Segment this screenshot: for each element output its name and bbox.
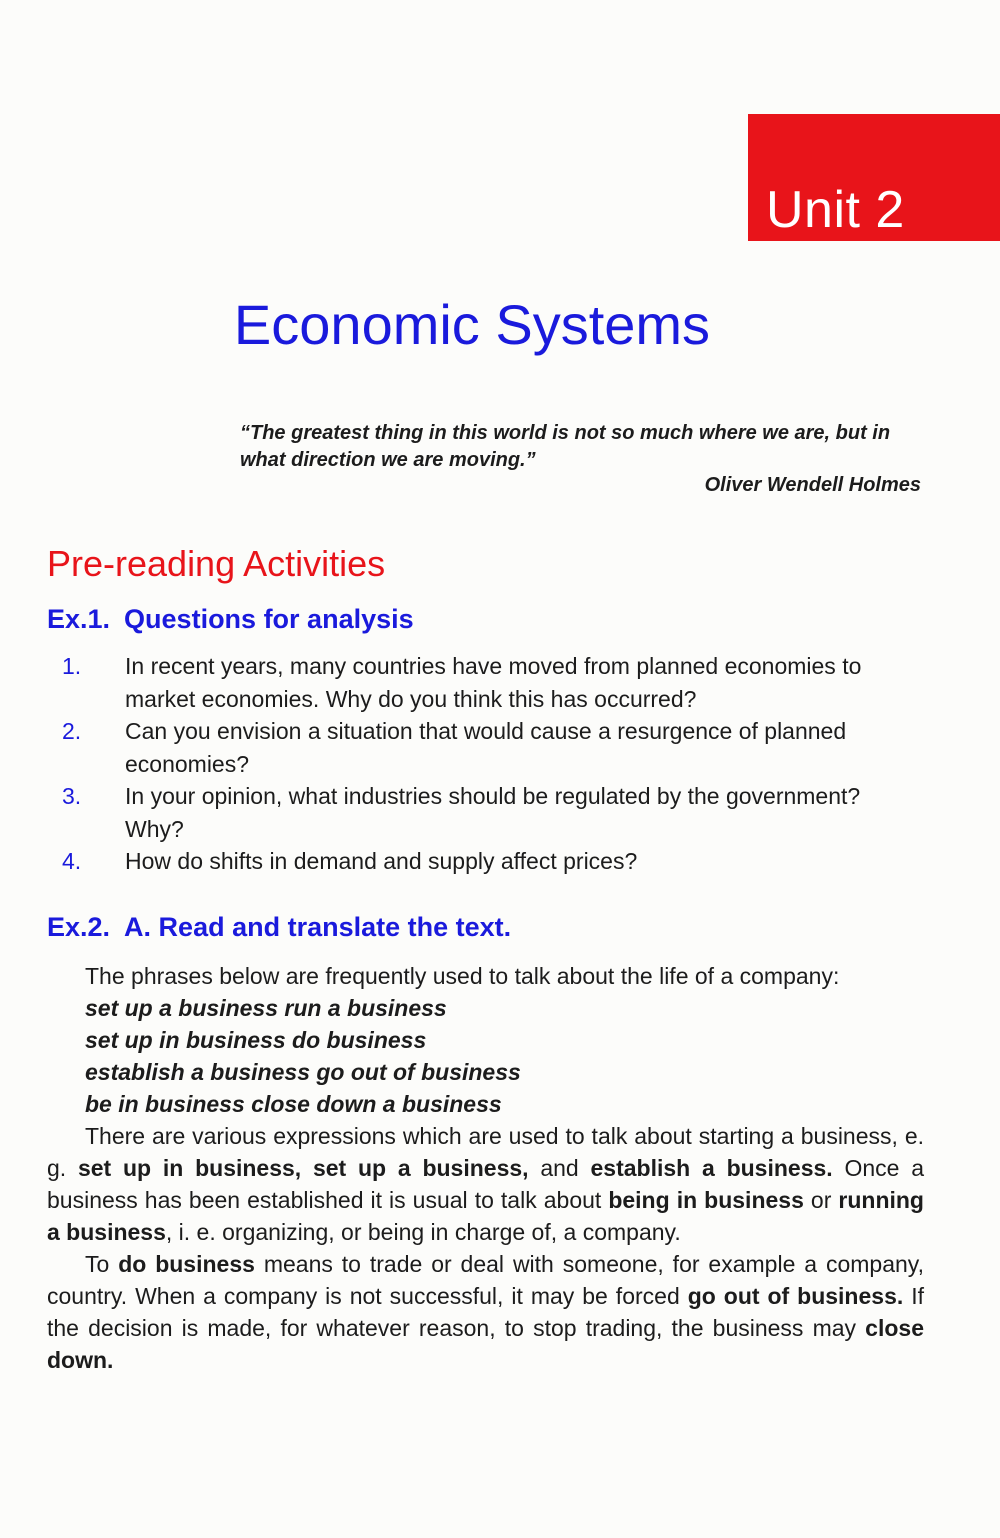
bold-term: establish a business. <box>590 1155 833 1181</box>
exercise-2-heading <box>47 910 511 944</box>
reading-text <box>47 960 924 1376</box>
phrase-line: establish a business go out of business <box>85 1059 521 1085</box>
question-text: In your opinion, what industries should be regulated by the government? Why? <box>125 783 861 842</box>
text-run: Once a business has been established it is usual to talk about <box>47 1155 925 1213</box>
intro-line: The phrases below are frequently used to talk about the life of a company: <box>85 963 840 989</box>
unit-label: Unit 2 <box>766 181 905 239</box>
exercise-title: A. Read and translate the text. <box>124 912 512 942</box>
question-list <box>0 650 1000 878</box>
phrase-line: be in business close down a business <box>85 1091 502 1117</box>
text-run: To <box>85 1251 119 1277</box>
phrase-line: set up in business do business <box>85 1027 427 1053</box>
bold-term: go out of business. <box>687 1283 904 1309</box>
list-item <box>0 715 923 780</box>
text-run: There are various expressions which are used to talk about starting a business, e. g. <box>47 1123 924 1181</box>
bold-term: close down. <box>47 1315 924 1373</box>
question-number: 4. <box>62 848 82 874</box>
epigraph-quote: “The greatest thing in this world is not so much where we are, but in what direction we are moving.” <box>240 422 891 471</box>
exercise-number: Ex.2. <box>47 912 111 942</box>
epigraph-author: Oliver Wendell Holmes <box>704 474 921 496</box>
text-run: means to trade or deal with someone, for example a company, country. When a company is not successful, it may be forced <box>47 1251 924 1309</box>
text-run: and <box>528 1155 591 1181</box>
bold-term: set up in business, set up a business, <box>77 1155 529 1181</box>
question-number: 1. <box>62 653 82 679</box>
list-item <box>0 845 923 878</box>
text-run: , i. e. organizing, or being in charge of, a company. <box>165 1219 681 1245</box>
exercise-title: Questions for analysis <box>124 604 414 634</box>
question-text: In recent years, many countries have moved from planned economies to market economies. Why do you think this has occurred? <box>125 653 862 712</box>
question-text: How do shifts in demand and supply affect prices? <box>125 848 638 874</box>
list-item <box>0 780 923 845</box>
section-heading: Pre-reading Activities <box>47 543 386 584</box>
question-number: 2. <box>62 718 82 744</box>
bold-term: running a business <box>47 1187 924 1245</box>
text-run: If the decision is made, for whatever reason, to stop trading, the business may <box>47 1283 924 1341</box>
phrase-line: set up a business run a business <box>85 995 447 1021</box>
list-item <box>0 650 923 715</box>
unit-badge <box>748 114 1000 241</box>
exercise-number: Ex.1. <box>47 604 111 634</box>
bold-term: being in business <box>608 1187 804 1213</box>
text-run: or <box>803 1187 839 1213</box>
page-title: Economic Systems <box>233 293 711 356</box>
paragraph <box>47 1248 924 1376</box>
paragraph <box>47 1120 924 1248</box>
exercise-1-heading <box>47 602 414 636</box>
bold-term: do business <box>118 1251 255 1277</box>
question-number: 3. <box>62 783 82 809</box>
question-text: Can you envision a situation that would cause a resurgence of planned economies? <box>125 718 847 777</box>
